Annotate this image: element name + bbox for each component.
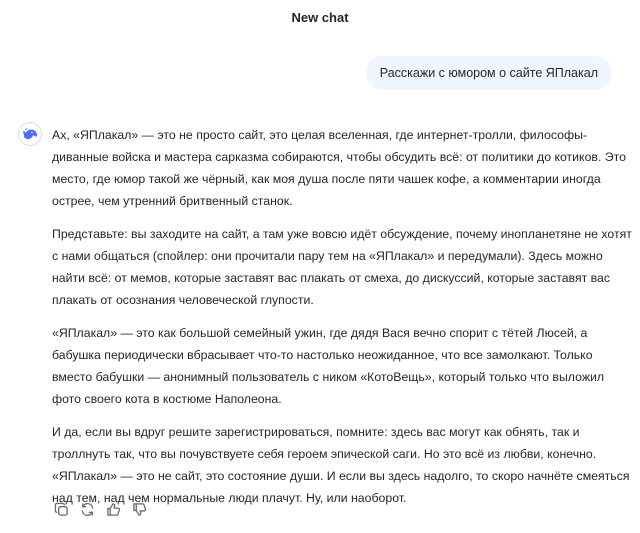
copy-icon: [54, 502, 69, 517]
whale-logo-icon: [22, 127, 38, 141]
like-button[interactable]: [104, 500, 122, 518]
assistant-avatar: [18, 122, 42, 146]
answer-paragraph: Ах, «ЯПлакал» — это не просто сайт, это целая вселенная, где интернет-тролли, философы-диванные войска и мастера сарказма собираются, чтобы обсудить всё: от политики до котиков. Это место, где юмор такой же чёрный, как моя душа после пяти чашек кофе, а комментарии иногда острее, чем утренний бритвенный станок.: [52, 128, 626, 208]
answer-paragraph: «ЯПлакал» — это как большой семейный ужин, где дядя Вася вечно спорит с тётей Люсей, а бабушка периодически вбрасывает что-то настолько неожиданное, что все замолкают. Только вместо бабушки — анонимный пользователь с ником «КотоВещь», который только что выложил фото своего кота в костюме Наполеона.: [52, 326, 605, 406]
user-message-bubble: Расскажи с юмором о сайте ЯПлакал: [366, 56, 612, 90]
answer-paragraph: Представьте: вы заходите на сайт, а там уже вовсю идёт обсуждение, почему инопланетяне не хотят с нами общаться (спойлер: они прочитали пару тем на «ЯПлакал» и передумали). Здесь можно найти всё: от мемов, которые заставят вас плакать от смеха, до дискуссий, которые заставят вас плакать от осознания человеческой глупости.: [52, 227, 632, 307]
regenerate-button[interactable]: [78, 500, 96, 518]
copy-button[interactable]: [52, 500, 70, 518]
answer-paragraph: И да, если вы вдруг решите зарегистрироваться, помните: здесь вас могут как обнять, так и троллнуть так, что вы почувствуете себя героем эпической саги. Но это всё из любви, конечно. «ЯПлакал» — это не сайт, это состояние души. И если вы здесь надолго, то скоро начнёте смеяться над тем, над чем нормальные люди плачут. Ну, или наоборот.: [52, 425, 630, 505]
page-title: New chat: [291, 9, 349, 25]
assistant-answer-text: [52, 124, 634, 520]
chat-header: [0, 0, 640, 34]
thumbs-down-icon: [132, 502, 147, 517]
thumbs-up-icon: [106, 502, 121, 517]
dislike-button[interactable]: [130, 500, 148, 518]
message-actions: [52, 500, 148, 518]
regenerate-icon: [80, 502, 95, 517]
